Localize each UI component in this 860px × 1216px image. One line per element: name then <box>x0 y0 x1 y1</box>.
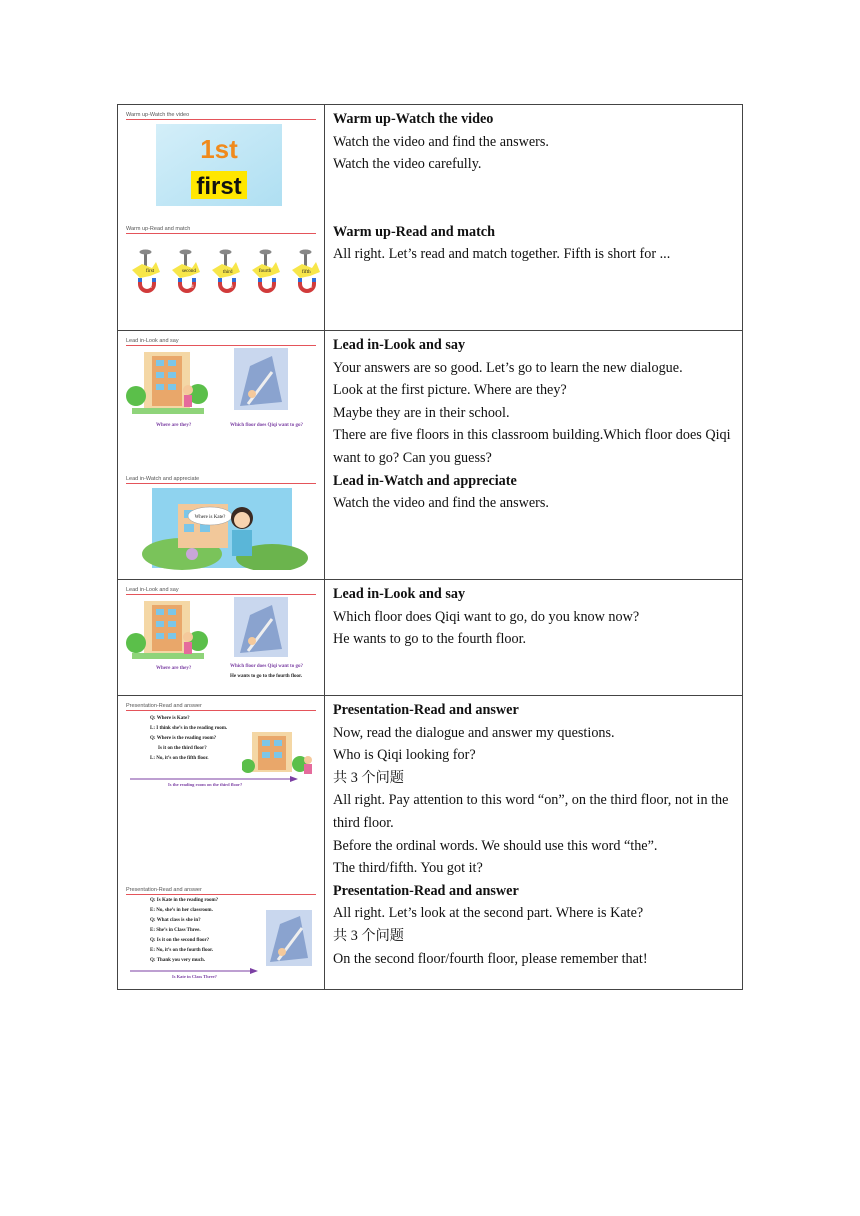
dialogue-line: E: She’s in Class Three. <box>150 928 201 933</box>
magnet-tag: 5th <box>306 285 313 290</box>
note-line: Your answers are so good. Let’s go to learn the new dialogue. <box>333 359 683 376</box>
school-building-image <box>122 346 320 422</box>
slide-thumbnail <box>122 702 320 798</box>
school-building-image <box>122 595 320 667</box>
video-frame-image <box>122 120 320 210</box>
dialogue-line: Q: Is it on the second floor? <box>150 938 210 943</box>
ordinal-number-text: 1st <box>200 134 238 164</box>
dialogue-line: Q: Is Kate in the reading room? <box>150 898 219 903</box>
note-line: All right. Let’s look at the second part. Where is Kate? <box>333 905 644 922</box>
slide-title: Presentation-Read and answer <box>126 887 202 893</box>
slide-thumbnails-cell <box>118 105 325 331</box>
cartoon-scene-image <box>122 484 320 570</box>
slide-title: Lead in-Watch and appreciate <box>126 476 200 482</box>
note-line: Watch the video carefully. <box>333 156 482 173</box>
speech-bubble-text: Where is Kate? <box>194 515 226 520</box>
match-word: fifth <box>302 270 311 275</box>
picture-caption: He wants to go to the fourth floor. <box>230 674 303 679</box>
slide-title: Warm up-Watch the video <box>126 112 190 118</box>
section-heading: Warm up-Watch the video <box>333 111 494 127</box>
lesson-plan-table <box>117 104 743 990</box>
slide-title: Lead in-Look and say <box>126 587 179 593</box>
section-heading: Warm up-Read and match <box>333 223 495 240</box>
slide-title: Lead in-Look and say <box>126 338 179 344</box>
dialogue-line: Q: Where is the reading room? <box>150 736 217 741</box>
dialogue-line: L: No, it’s on the fifth floor. <box>150 756 209 761</box>
teacher-notes-cell <box>325 580 743 696</box>
note-line: All right. Pay attention to this word “on”, on the third floor, not in the third floor. <box>333 792 729 831</box>
slide-thumbnails-cell <box>118 696 325 990</box>
table-row <box>118 105 743 331</box>
slide-title-rule <box>126 894 316 895</box>
dialogue-line: E: No, it’s on the fourth floor. <box>150 948 213 953</box>
school-building-image <box>242 728 318 778</box>
slide-title: Warm up-Read and match <box>126 226 191 232</box>
slide-title: Presentation-Read and answer <box>126 703 202 709</box>
dialogue-line: E: No, she’s in her classroom. <box>150 908 213 913</box>
teacher-notes-cell <box>325 105 743 331</box>
match-word: first <box>146 269 155 274</box>
note-line: All right. Let’s read and match together. Fifth is short for ... <box>333 246 671 263</box>
note-line: Maybe they are in their school. <box>333 404 510 421</box>
teacher-notes-cell <box>325 331 743 580</box>
slide-thumbnail <box>122 886 320 982</box>
magnet-tag: 3rd <box>226 285 233 290</box>
magnet-tag: 2nd <box>186 285 194 290</box>
note-line: Look at the first picture. Where are they? <box>333 382 567 399</box>
picture-caption: Which floor does Qiqi want to go? <box>230 664 303 669</box>
dialogue-line: Q: Thank you very much. <box>150 958 206 963</box>
section-heading: Lead in-Watch and appreciate <box>333 472 517 489</box>
dialogue-line: Q: Where is Kate? <box>150 716 190 721</box>
magnet-tag: 1st <box>146 285 152 290</box>
note-line: He wants to go to the fourth floor. <box>333 631 527 648</box>
note-line: The third/fifth. You got it? <box>333 860 483 877</box>
magnet-match-image <box>122 234 320 324</box>
slide-thumbnail <box>122 337 320 428</box>
section-heading: Lead in-Look and say <box>333 586 466 602</box>
table-row <box>118 696 743 990</box>
match-word: third <box>223 270 233 275</box>
ordinal-word-text: first <box>196 173 242 200</box>
match-word: second <box>182 269 196 274</box>
section-heading: Presentation-Read and answer <box>333 882 519 899</box>
note-line: Watch the video and find the answers. <box>333 133 549 150</box>
table-row <box>118 580 743 696</box>
picture-caption: Which floor does Qiqi want to go? <box>230 423 303 428</box>
table-row <box>118 331 743 580</box>
dialogue-line: Is it on the third floor? <box>158 746 207 751</box>
note-line: 共 3 个问题 <box>333 927 404 944</box>
note-line: Before the ordinal words. We should use this word “the”. <box>333 837 658 854</box>
match-word: fourth <box>259 269 272 274</box>
note-line: Who is Qiqi looking for? <box>333 747 476 764</box>
note-line: Watch the video and find the answers. <box>333 495 549 512</box>
arrow-caption: Is the reading room on the third floor? <box>168 782 243 787</box>
picture-caption: Where are they? <box>156 423 192 428</box>
slide-thumbnail <box>122 475 320 570</box>
note-line: 共 3 个问题 <box>333 769 404 786</box>
picture-caption: Where are they? <box>156 666 192 671</box>
slide-thumbnail <box>122 111 320 210</box>
dialogue-line: L: I think she’s in the reading room. <box>150 726 228 731</box>
slide-thumbnail <box>122 225 320 324</box>
note-line: Which floor does Qiqi want to go, do you know now? <box>333 608 640 625</box>
slide-thumbnail <box>122 586 320 679</box>
staircase-image <box>264 908 314 968</box>
slide-title-rule <box>126 710 316 711</box>
teacher-notes-cell <box>325 696 743 990</box>
arrow-caption: Is Kate in Class Three? <box>172 974 217 979</box>
section-heading: Presentation-Read and answer <box>333 702 519 718</box>
slide-thumbnails-cell <box>118 580 325 696</box>
note-line: There are five floors in this classroom building.Which floor does Qiqi want to go? Can you guess? <box>333 427 731 466</box>
note-line: Now, read the dialogue and answer my questions. <box>333 724 615 741</box>
section-heading: Lead in-Look and say <box>333 337 466 353</box>
magnet-tag: 4th <box>266 285 273 290</box>
dialogue-line: Q: What class is she in? <box>150 918 201 923</box>
note-line: On the second floor/fourth floor, please remember that! <box>333 950 648 967</box>
slide-thumbnails-cell <box>118 331 325 580</box>
